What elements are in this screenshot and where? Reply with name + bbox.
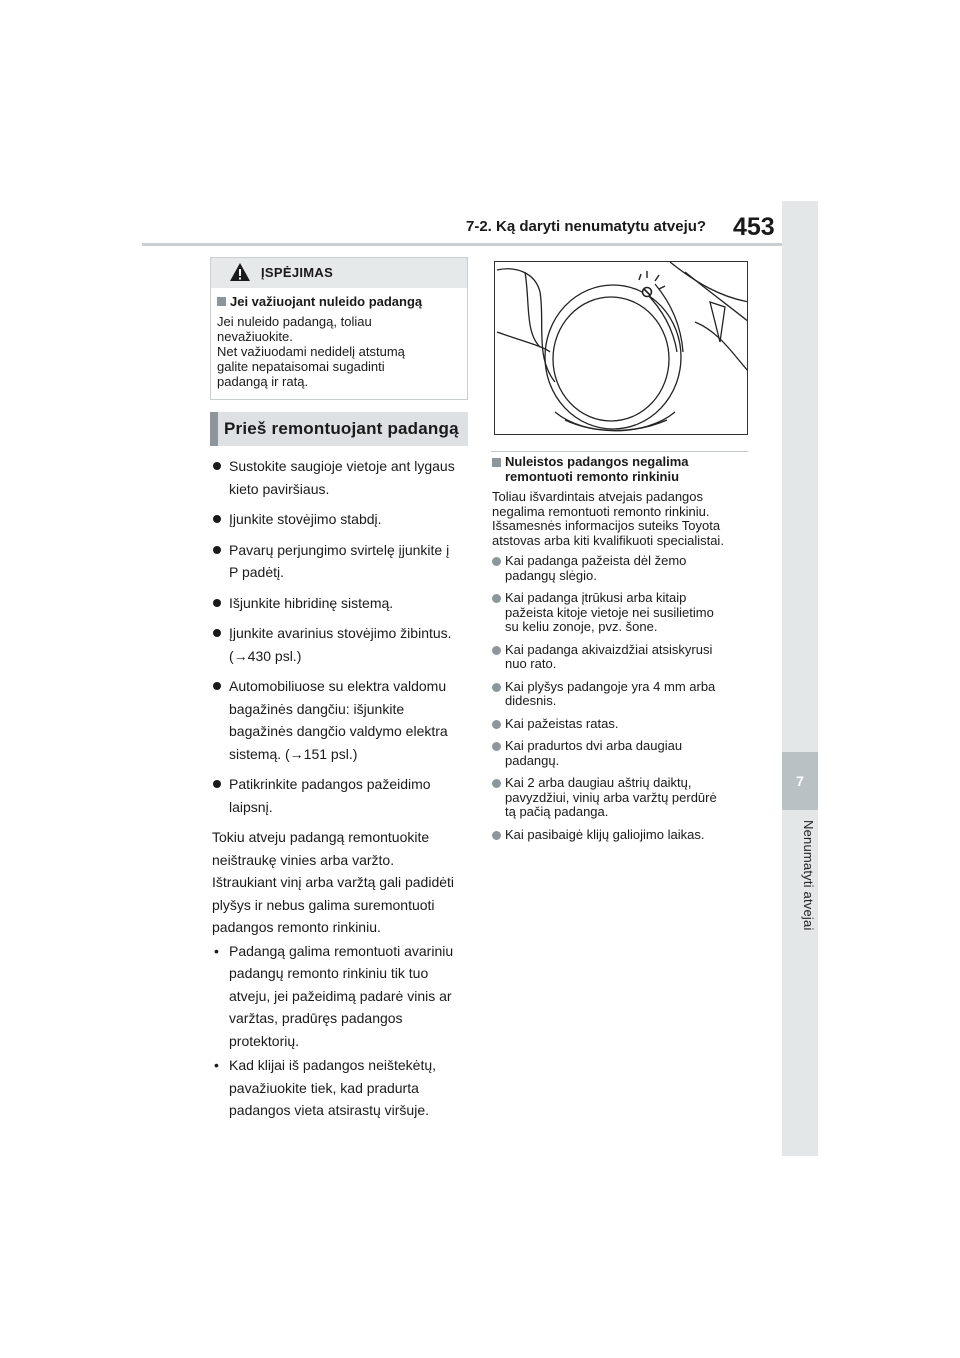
sub-list-line: protektorių. (229, 1032, 300, 1049)
dot-marker-icon: • (214, 942, 219, 959)
list-item-line: padangų. (505, 752, 560, 768)
intro-line: Toliau išvardintais atvejais padangos (492, 489, 704, 504)
intro-line: Išsamesnės informacijos suteiks Toyota (492, 518, 721, 533)
bullet-icon (492, 594, 501, 603)
tire-illustration (494, 261, 748, 435)
figure-rule (491, 451, 748, 452)
list-item-line: laipsnį. (229, 798, 273, 815)
list-item (492, 680, 752, 709)
paragraph-line: padangos remonto rinkiniu. (212, 919, 381, 935)
bullet-icon (492, 720, 501, 729)
square-bullet-icon (217, 297, 226, 306)
page-reference-link[interactable]: (→430 psl.) (229, 647, 302, 664)
list-item-line: Įjunkite avarinius stovėjimo žibintus. (229, 625, 452, 641)
sub-list-line: Padangą galima remontuoti avariniu (229, 942, 454, 959)
square-bullet-icon (492, 458, 501, 467)
list-item-line: Kai pažeistas ratas. (505, 715, 619, 731)
sub-list-line: atveju, jei pažeidimą padarė vinis ar (229, 987, 452, 1004)
list-item-line: Įjunkite stovėjimo stabdį. (229, 511, 382, 527)
list-item-line: bagažinės dangčio valdymo elektra (229, 723, 448, 739)
bullet-icon (492, 683, 501, 692)
bullet-icon (213, 599, 221, 607)
warning-line: Net važiuodami nedidelį atstumą (217, 344, 405, 359)
dot-marker-icon: • (214, 1057, 219, 1073)
list-item-line: Kai 2 arba daugiau aštrių daiktų, (505, 775, 692, 790)
paragraph-line: Ištraukiant vinį arba varžtą gali padidėti (212, 874, 455, 890)
list-item-line: Kai padanga akivaizdžiai atsiskyrusi (505, 641, 713, 657)
warning-subtitle-text: Jei važiuojant nuleido padangą (230, 294, 423, 309)
heading-line: remontuoti remonto rinkiniu (505, 468, 680, 484)
bullet-icon (213, 780, 221, 788)
bullet-icon (492, 779, 501, 788)
chapter-title: Nenumatyti atvejai (801, 820, 816, 931)
list-item-line: pažeista kitoje vietoje nei susilietimo (505, 604, 714, 620)
paragraph-line: plyšys ir nebus galima suremontuoti (212, 896, 435, 913)
warning-line: galite nepataisomai sugadinti (217, 359, 385, 374)
list-item (212, 773, 470, 818)
section-title-text: Prieš remontuojant padangą (224, 419, 459, 438)
subsection-heading (492, 455, 752, 484)
list-item-line: bagažinės dangčiu: išjunkite (229, 700, 405, 717)
list-item-line: P padėtį. (229, 564, 285, 580)
section-title (210, 412, 468, 446)
left-column (212, 455, 470, 1124)
list-item (492, 776, 752, 820)
bullet-icon (492, 646, 501, 655)
list-item (212, 455, 470, 500)
sub-list-item (212, 1054, 470, 1122)
list-item (492, 828, 752, 843)
list-item (492, 591, 752, 635)
warning-title: ĮSPĖJIMAS (261, 265, 334, 280)
list-item (492, 717, 752, 732)
intro-line: atstovas arba kiti kvalifikuoti specialistai. (492, 532, 724, 548)
list-item (212, 622, 470, 667)
intro-line: negalima remontuoti remonto rinkiniu. (492, 503, 710, 519)
right-column (492, 455, 752, 850)
bullet-icon (492, 831, 501, 840)
punctured-tire-icon (495, 262, 748, 435)
list-item (212, 539, 470, 584)
section-title-bar (210, 412, 218, 446)
section-header: 7-2. Ką daryti nenumatytu atveju? (466, 218, 707, 235)
sub-list-line: varžtas, pradūręs padangos (229, 1010, 403, 1026)
bullet-icon (213, 515, 221, 523)
list-item (492, 739, 752, 768)
bullet-icon (213, 629, 221, 637)
list-item-line: padangų slėgio. (505, 567, 597, 583)
heading-line: Nuleistos padangos negalima (505, 454, 689, 469)
sub-list-line: Kad klijai iš padangos neištekėtų, (229, 1057, 437, 1073)
warning-line: padangą ir ratą. (217, 374, 309, 389)
sub-list-line: padangos vieta atsirastų viršuje. (229, 1102, 429, 1118)
warning-subtitle (217, 294, 422, 309)
list-item-line: Kai pradurtos dvi arba daugiau (505, 738, 683, 753)
list-item-line: Išjunkite hibridinę sistemą. (229, 594, 394, 611)
list-item-line: Kai pasibaigė klijų galiojimo laikas. (505, 826, 705, 842)
sub-list-line: padangų remonto rinkiniu tik tuo (229, 965, 429, 981)
bullet-icon (492, 557, 501, 566)
chapter-side-tab (782, 201, 818, 1156)
list-item-line: Automobiliuose su elektra valdomu (229, 678, 447, 694)
list-item (212, 675, 470, 765)
list-item-line: Pavarų perjungimo svirtelę įjunkite į (229, 541, 450, 558)
bullet-icon (213, 546, 221, 554)
list-item (492, 554, 752, 583)
paragraph-line: neištraukę vinies arba varžto. (212, 851, 395, 868)
warning-triangle-icon (229, 262, 251, 282)
list-item-line: kieto paviršiaus. (229, 480, 330, 497)
list-item-line: Kai plyšys padangoje yra 4 mm arba (505, 678, 716, 694)
list-item-line: su keliu zonoje, pvz. šone. (505, 619, 658, 634)
paragraph (212, 826, 470, 939)
list-item-line: pavyzdžiui, vinių arba varžtų perdūrė (505, 789, 717, 805)
bullet-icon (213, 682, 221, 690)
sub-list-item (212, 940, 470, 1053)
list-item (492, 643, 752, 672)
intro-paragraph (492, 490, 752, 548)
warning-line: nevažiuokite. (217, 329, 293, 344)
warning-box (210, 257, 468, 400)
list-item (212, 592, 470, 615)
page-reference-link[interactable]: sistemą. (→151 psl.) (229, 745, 358, 762)
bullet-icon (492, 742, 501, 751)
list-item (212, 508, 470, 531)
list-item-line: Patikrinkite padangos pažeidimo (229, 776, 431, 792)
list-item-line: Sustokite saugioje vietoje ant lygaus (229, 458, 455, 474)
warning-line: Jei nuleido padangą, toliau (217, 314, 372, 329)
list-item-line: nuo rato. (505, 656, 557, 671)
list-item-line: Kai padanga įtrūkusi arba kitaip (505, 590, 687, 605)
sub-list-line: pavažiuokite tiek, kad pradurta (229, 1079, 419, 1096)
header-rule (142, 243, 782, 246)
warning-body (217, 314, 457, 389)
chapter-number: 7 (782, 752, 818, 810)
page-number: 453 (733, 213, 775, 241)
list-item-line: Kai padanga pažeista dėl žemo (505, 553, 687, 568)
paragraph-line: Tokiu atveju padangą remontuokite (212, 829, 430, 845)
bullet-icon (213, 462, 221, 470)
list-item-line: tą pačią padanga. (505, 804, 609, 819)
warning-header (211, 258, 467, 288)
list-item-line: didesnis. (505, 693, 557, 708)
